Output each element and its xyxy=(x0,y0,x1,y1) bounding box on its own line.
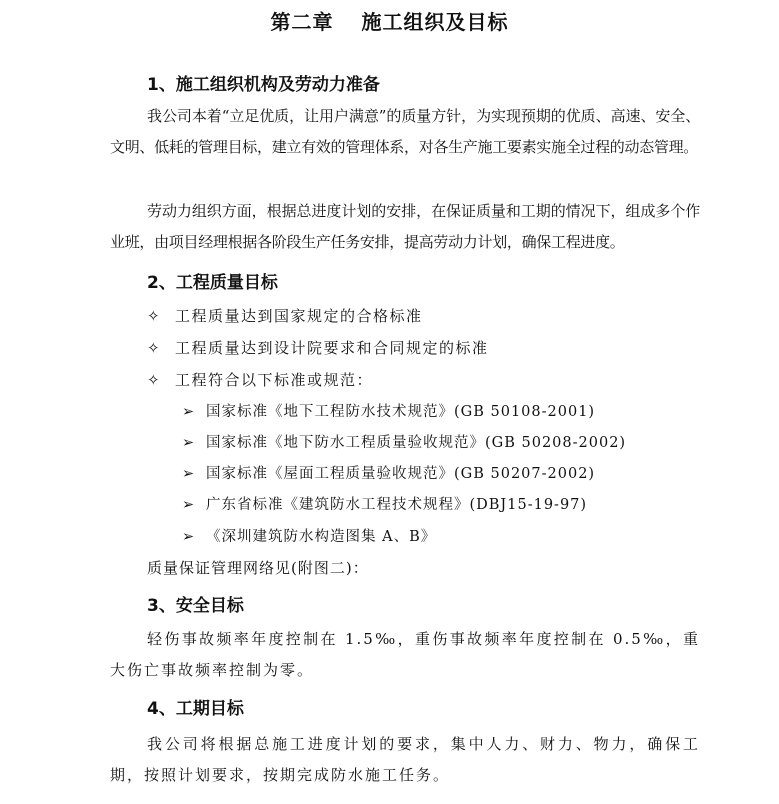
section-3-heading: 3、安全目标 xyxy=(147,596,244,616)
arrow-bullet-icon: ➢ xyxy=(182,497,195,513)
bullet-text: 工程质量达到国家规定的合格标准 xyxy=(175,307,423,325)
quality-network-note: 质量保证管理网络见(附图二)： xyxy=(147,559,369,577)
standard-item xyxy=(182,431,626,452)
chapter-number: 第二章 xyxy=(270,10,334,34)
section-3-paragraph: 轻伤事故频率年度控制在 1.5‰，重伤事故频率年度控制在 0.5‰，重大伤亡事故频率控制为零。 xyxy=(110,630,700,679)
diamond-bullet-icon: ✧ xyxy=(147,339,160,357)
bullet-item xyxy=(147,369,373,390)
standard-item xyxy=(182,400,595,421)
section-1-heading: 1、施工组织机构及劳动力准备 xyxy=(147,75,380,95)
section-1-paragraph-1: 我公司本着“立足优质，让用户满意”的质量方针，为实现预期的优质、高速、安全、文明、低耗的管理目标，建立有效的管理体系，对各生产施工要素实施全过程的动态管理。 xyxy=(110,107,700,156)
section-2-heading: 2、工程质量目标 xyxy=(147,273,278,293)
arrow-bullet-icon: ➢ xyxy=(182,404,195,420)
chapter-title xyxy=(0,6,779,35)
diamond-bullet-icon: ✧ xyxy=(147,307,160,325)
standard-item xyxy=(182,493,587,514)
standard-text: 《深圳建筑防水构造图集 A、B》 xyxy=(206,529,437,545)
bullet-text: 工程质量达到设计院要求和合同规定的标准 xyxy=(175,339,489,357)
chapter-name: 施工组织及目标 xyxy=(361,10,509,34)
bullet-text: 工程符合以下标准或规范： xyxy=(175,371,374,389)
arrow-bullet-icon: ➢ xyxy=(182,435,195,451)
arrow-bullet-icon: ➢ xyxy=(182,466,195,482)
diamond-bullet-icon: ✧ xyxy=(147,371,160,389)
standard-text: 国家标准《地下工程防水技术规范》(GB 50108-2001) xyxy=(206,404,596,420)
standard-item xyxy=(182,525,436,546)
section-1-paragraph-2: 劳动力组织方面，根据总进度计划的安排，在保证质量和工期的情况下，组成多个作业班，由项目经理根据各阶段生产任务安排，提高劳动力计划，确保工程进度。 xyxy=(110,202,700,251)
standard-text: 广东省标准《建筑防水工程技术规程》(DBJ15-19-97) xyxy=(206,497,588,513)
bullet-item xyxy=(147,337,489,358)
bullet-item xyxy=(147,305,423,326)
standard-text: 国家标准《屋面工程质量验收规范》(GB 50207-2002) xyxy=(206,466,596,482)
arrow-bullet-icon: ➢ xyxy=(182,529,195,545)
section-4-paragraph: 我公司将根据总施工进度计划的要求，集中人力、财力、物力，确保工期，按照计划要求，按期完成防水施工任务。 xyxy=(110,735,700,784)
standard-text: 国家标准《地下防水工程质量验收规范》(GB 50208-2002) xyxy=(206,435,627,451)
section-4-heading: 4、工期目标 xyxy=(147,699,244,719)
standard-item xyxy=(182,462,595,483)
